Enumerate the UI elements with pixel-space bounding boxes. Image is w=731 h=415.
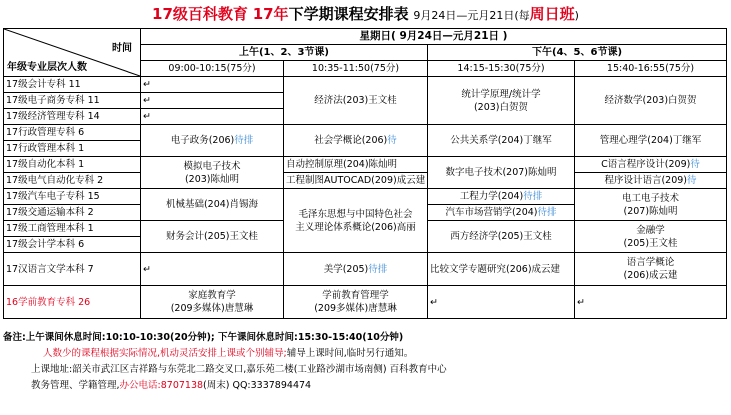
pending-tag: 待: [690, 159, 700, 170]
empty-mark: ↵: [141, 77, 284, 93]
course-cell: C语言程序设计(209)待: [575, 157, 727, 173]
course-cell: 财务会计(205)王文桂: [141, 221, 284, 253]
empty-mark: ↵: [141, 93, 284, 109]
break-time-note: 备注:上午课间休息时间:10:10-10:30(20分钟); 下午课间休息时间:15:30-15:40(10分钟): [3, 332, 404, 343]
pending-tag: 待: [387, 135, 397, 146]
row-label: 16学前教育专科 26: [4, 286, 141, 319]
course-cell: 机械基础(204)肖锡海: [141, 189, 284, 221]
table-corner-header: [4, 29, 141, 77]
course-cell: 公共关系学(204)丁继军: [428, 125, 575, 157]
course-cell: 电子政务(206)待排: [141, 125, 284, 157]
course-cell: 电工电子技术 (207)陈灿明: [575, 189, 727, 221]
page-title: 17级百科教育 17年下学期课程安排表 9月24日—元月21日(每周日班): [152, 5, 579, 23]
slot-1-header: 09:00-10:15(75分): [141, 61, 284, 77]
row-label: 17级电子商务专科 11: [4, 93, 141, 109]
row-label: 17级交通运输本科 2: [4, 205, 141, 221]
row-label: 17级工商管理本科 1: [4, 221, 141, 237]
slot-2-header: 10:35-11:50(75分): [284, 61, 428, 77]
course-cell: 汽车市场营销学(204)待排: [428, 205, 575, 221]
slot-3-header: 14:15-15:30(75分): [428, 61, 575, 77]
title-weekday: 周日班: [529, 5, 575, 23]
tutoring-note: 人数少的课程根据实际情况,机动灵活安排上课或个别辅导;辅导上课时间,临时另行通知。: [43, 348, 414, 359]
row-label: 17级会计学本科 6: [4, 237, 141, 253]
slot-4-header: 15:40-16:55(75分): [575, 61, 727, 77]
course-cell: 西方经济学(205)王文桂: [428, 221, 575, 253]
course-cell: 美学(205)待排: [284, 253, 428, 286]
empty-mark: ↵: [575, 286, 727, 319]
pending-tag: 待排: [537, 207, 557, 218]
empty-mark: ↵: [141, 253, 284, 286]
schedule-table: [3, 28, 727, 319]
title-dates: 9月24日—元月21日: [413, 9, 515, 22]
notes-section: [3, 330, 728, 394]
row-label: 17级会计专科 11: [4, 77, 141, 93]
course-cell: 社会学概论(206)待: [284, 125, 428, 157]
course-cell: 经济数学(203)白贺贺: [575, 77, 727, 125]
corner-time-label: 时间: [112, 43, 132, 54]
course-cell: 经济法(203)王文桂: [284, 77, 428, 125]
pending-tag: 待排: [523, 191, 543, 202]
empty-mark: ↵: [141, 109, 284, 125]
course-cell: 程序设计语言(209)待: [575, 173, 727, 189]
course-cell: 家庭教育学 (209多媒体)唐慧琳: [141, 286, 284, 319]
course-cell: 比较文学专题研究(206)成云建: [428, 253, 575, 286]
course-cell: 自动控制原理(204)陈灿明: [284, 157, 428, 173]
course-cell: 金融学 (205)王文桂: [575, 221, 727, 253]
contact-note: 教务管理、学籍管理,办公电话:8707138(周末) QQ:3337894474: [31, 380, 312, 391]
pending-tag: 待排: [234, 135, 254, 146]
course-cell: 数字电子技术(207)陈灿明: [428, 157, 575, 189]
row-label: 17级经济管理专科 14: [4, 109, 141, 125]
course-cell: 管理心理学(204)丁继军: [575, 125, 727, 157]
row-label: 17级电气自动化专科 2: [4, 173, 141, 189]
empty-mark: ↵: [428, 286, 575, 319]
course-cell: 学前教育管理学 (209多媒体)唐慧琳: [284, 286, 428, 319]
pending-tag: 待排: [368, 263, 388, 275]
office-phone: 办公电话:8707138: [119, 380, 204, 391]
course-cell: 工程力学(204)待排: [428, 189, 575, 205]
pending-tag: 待: [687, 175, 697, 186]
course-cell: 模拟电子技术 (203)陈灿明: [141, 157, 284, 189]
row-label: 17行政管理专科 6: [4, 125, 141, 141]
afternoon-header: 下午(4、5、6节课): [428, 45, 727, 61]
course-cell: 毛泽东思想与中国特色社会 主义理论体系概论(206)高丽: [284, 189, 428, 253]
row-label: 17级自动化本科 1: [4, 157, 141, 173]
corner-major-label: 年级专业层次人数: [7, 62, 87, 73]
day-header: 星期日( 9月24日—元月21日 ): [141, 29, 727, 45]
row-label: 17级汽车电子专科 15: [4, 189, 141, 205]
course-cell: 语言学概论 (206)成云建: [575, 253, 727, 286]
morning-header: 上午(1、2、3节课): [141, 45, 428, 61]
course-cell: 统计学原理/统计学 (203)白贺贺: [428, 77, 575, 125]
course-cell: 工程制图AUTOCAD(209)成云建: [284, 173, 428, 189]
address-note: 上课地址:韶关市武江区吉祥路与东莞北二路交叉口,嘉乐苑二楼(工业路沙湖市场南侧) 百科教育中心: [31, 364, 447, 375]
row-label: 17行政管理本科 1: [4, 141, 141, 157]
brand-name: 百科教育: [187, 5, 248, 23]
row-label: 17汉语言文学本科 7: [4, 253, 141, 286]
